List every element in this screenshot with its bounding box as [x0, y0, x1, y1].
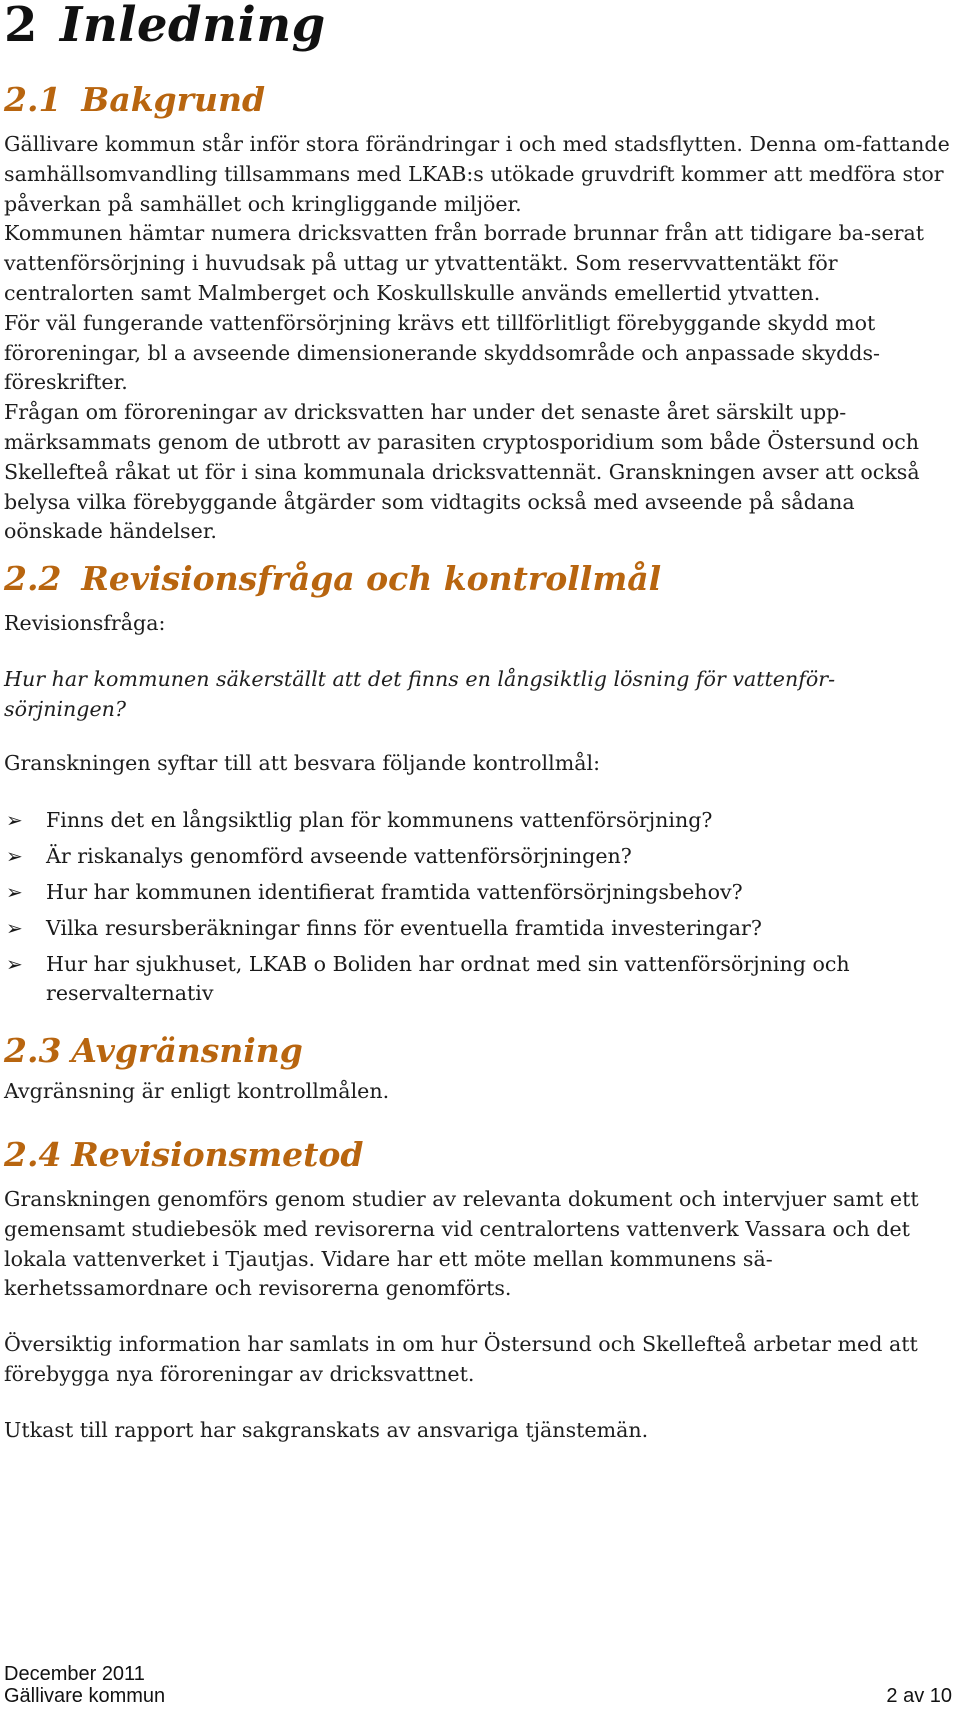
goals-intro: Granskningen syftar till att besvara följande kontrollmål: — [4, 750, 601, 775]
section-number: 2.3 — [4, 1031, 62, 1071]
section-heading-bakgrund — [4, 80, 954, 120]
section-number: 2.2 — [4, 559, 62, 599]
section-title: Bakgrund — [81, 80, 266, 119]
paragraph: Avgränsning är enligt kontrollmålen. — [4, 1079, 390, 1104]
chapter-number: 2 — [4, 0, 38, 53]
page-number: 2 av 10 — [886, 1685, 952, 1707]
list-item: ➢ Hur har kommunen identifierat framtida vattenförsörjningsbehov? — [4, 878, 954, 908]
page-footer — [4, 1663, 952, 1707]
section-title: Avgränsning — [71, 1031, 303, 1071]
chapter-heading — [4, 0, 954, 53]
paragraph: Kommunen hämtar numera dricksvatten från borrade brunnar från att tidigare ba-serat vattenförsörjning i huvudsak på uttag ur ytvattentäkt. Som reservvattentäkt för centralorten samt Malmberget och Koskullskulle används emellertid ytvatten. — [4, 221, 925, 305]
chapter-title: Inledning — [59, 0, 326, 53]
arrow-bullet-icon: ➢ — [6, 808, 23, 833]
section-heading-revisionsfraga — [4, 559, 954, 599]
section-title: Revisionsmetod — [71, 1134, 364, 1174]
control-goals-list — [4, 806, 954, 1009]
paragraph: Gällivare kommun står inför stora förändringar i och med stadsflytten. Denna om-fattande samhällsomvandling tillsammans med LKAB:s utökade gruvdrift kommer att medföra stor påverkan på samhället och kringliggande miljöer. — [4, 132, 950, 216]
arrow-bullet-icon: ➢ — [6, 844, 23, 869]
section-number: 2.4 — [4, 1134, 62, 1174]
section-heading-avgransning — [4, 1031, 954, 1071]
list-item: ➢ Hur har sjukhuset, LKAB o Boliden har ordnat med sin vattenförsörjning och reservalternativ — [6, 951, 850, 1006]
question-label: Revisionsfråga: — [4, 611, 166, 636]
arrow-bullet-icon: ➢ — [6, 879, 23, 904]
arrow-bullet-icon: ➢ — [6, 915, 23, 940]
arrow-bullet-icon: ➢ — [6, 951, 23, 976]
list-item: ➢ Finns det en långsiktlig plan för kommunens vattenförsörjning? — [4, 806, 954, 836]
paragraph: Utkast till rapport har sakgranskats av ansvariga tjänstemän. — [4, 1417, 649, 1442]
list-item: ➢ Vilka resursberäkningar finns för eventuella framtida investeringar? — [4, 914, 954, 944]
section-heading-revisionsmetod — [4, 1135, 954, 1175]
section-title: Revisionsfråga och kontrollmål — [81, 559, 662, 599]
footer-date: December 2011 — [4, 1663, 145, 1685]
footer-organization: Gällivare kommun — [4, 1685, 166, 1707]
audit-question: Hur har kommunen säkerställt att det finns en långsiktlig lösning för vattenför-sörjningen? — [4, 666, 836, 721]
paragraph: För väl fungerande vattenförsörjning krävs ett tillförlitligt förebyggande skydd mot föroreningar, bl a avseende dimensionerande skyddsområde och anpassade skydds-föreskrifter. — [4, 310, 880, 395]
document-page — [4, 0, 954, 1446]
paragraph: Frågan om föroreningar av dricksvatten har under det senaste året särskilt upp-märksammats genom de utbrott av parasiten cryptosporidium som både Östersund och Skellefteå råkat ut för i sina kommunala dricksvattennät. Granskningen avser att också belysa vilka förebyggande åtgärder som vidtagits också med avseende på sådana oönskade händelser. — [4, 400, 920, 544]
paragraph: Granskningen genomförs genom studier av relevanta dokument och intervjuer samt ett gemensamt studiebesök med revisorerna vid centralortens vattenverk Vassara och det lokala vattenverket i Tjautjas. Vidare har ett möte mellan kommunens sä-kerhetssamordnare och revisorerna genomförts. — [4, 1186, 919, 1301]
paragraph: Översiktig information har samlats in om hur Östersund och Skellefteå arbetar med att förebygga nya föroreningar av dricksvattnet. — [4, 1332, 918, 1386]
list-item: ➢ Är riskanalys genomförd avseende vattenförsörjningen? — [4, 842, 954, 872]
section-number: 2.1 — [4, 80, 62, 119]
